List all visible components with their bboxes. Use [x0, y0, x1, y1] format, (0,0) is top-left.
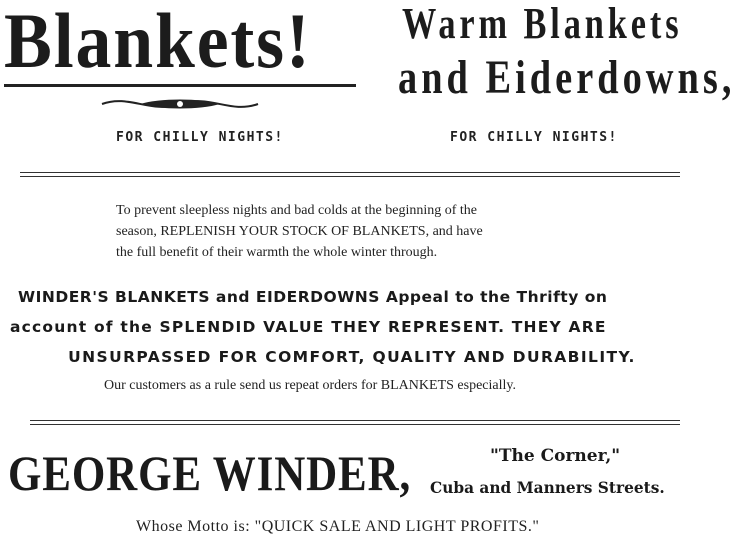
right-tagline: FOR CHILLY NIGHTS! — [450, 130, 618, 145]
intro-line: season, REPLENISH YOUR STOCK OF BLANKETS, and have — [116, 224, 483, 239]
blankets-headline: Blankets! — [4, 0, 312, 84]
flourish-ornament-icon — [100, 90, 260, 118]
merchant-streets: Cuba and Manners Streets. — [430, 478, 665, 497]
merchant-location: "The Corner," — [490, 446, 621, 466]
merchant-motto: Whose Motto is: "QUICK SALE AND LIGHT PROFITS." — [136, 518, 540, 535]
merchant-name: GEORGE WINDER, — [8, 445, 412, 501]
headline-underline — [4, 84, 356, 87]
appeal-line: account of the SPLENDID VALUE THEY REPRESENT. THEY ARE — [10, 318, 607, 336]
appeal-line: WINDER'S BLANKETS and EIDERDOWNS Appeal to the Thrifty on — [18, 288, 608, 306]
intro-line: To prevent sleepless nights and bad colds at the beginning of the — [116, 203, 477, 218]
eiderdowns-headline: and Eiderdowns, — [398, 51, 735, 104]
intro-paragraph — [116, 200, 616, 263]
repeat-orders-note: Our customers as a rule send us repeat orders for BLANKETS especially. — [104, 378, 516, 393]
warm-blankets-headline: Warm Blankets — [402, 0, 683, 48]
left-tagline: FOR CHILLY NIGHTS! — [116, 130, 284, 145]
appeal-line: UNSURPASSED FOR COMFORT, QUALITY AND DURABILITY. — [68, 348, 636, 366]
divider-rule — [30, 420, 680, 426]
appeal-paragraph — [10, 282, 694, 372]
intro-line: the full benefit of their warmth the whole winter through. — [116, 245, 438, 260]
divider-rule — [20, 172, 680, 178]
